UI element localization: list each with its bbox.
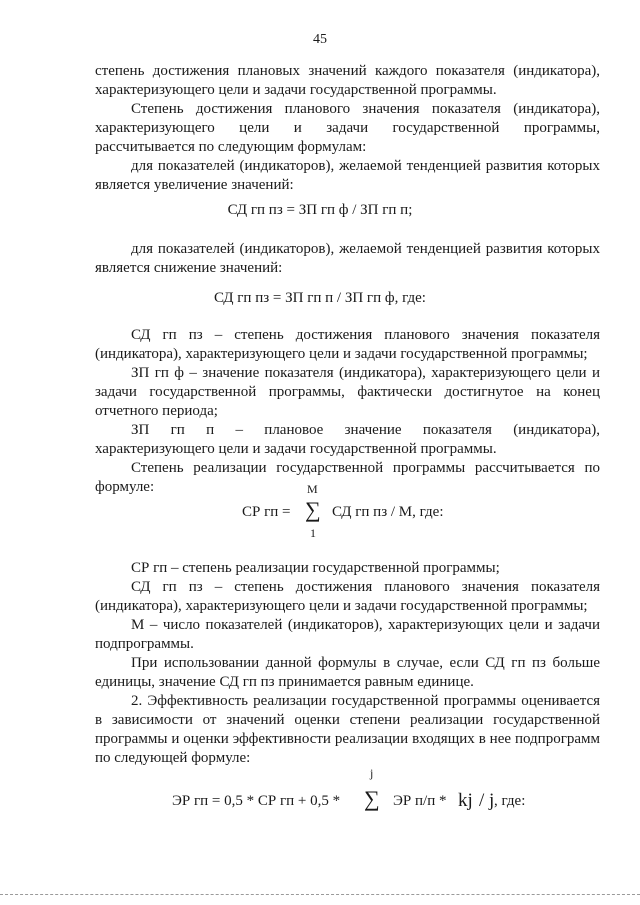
formula-er-j: j xyxy=(489,790,495,811)
definition-zp-p: ЗП гп п – плановое значение показателя (индикатора), характеризующего цели и задачи государственной программы. xyxy=(95,422,600,457)
definition-sd: СД гп пз – степень достижения планового значения показателя (индикатора), характеризующего цели и задачи государственной программы; xyxy=(95,327,600,362)
sigma-symbol-er: ∑ xyxy=(364,786,380,811)
definition-m: М – число показателей (индикаторов), характеризующих цели и задачи подпрограммы. xyxy=(95,617,600,652)
formula-increase: СД гп пз = ЗП гп ф / ЗП гп п; xyxy=(227,202,413,218)
paragraph-3: для показателей (индикаторов), желаемой тенденцией развития которых является увеличение значений: xyxy=(95,158,600,193)
text-block-3 xyxy=(95,326,600,497)
text-block-4 xyxy=(95,559,600,768)
definition-sr: СР гп – степень реализации государственной программы; xyxy=(131,560,500,576)
scan-edge-line xyxy=(0,894,640,895)
formula-er-term: ЭР п/п * xyxy=(393,793,447,809)
page-number: 45 xyxy=(313,32,327,47)
sigma-symbol: ∑ xyxy=(305,497,321,522)
formula-sr-right: СД гп пз / М, где: xyxy=(332,504,444,520)
formula-er-left: ЭР гп = 0,5 * СР гп + 0,5 * xyxy=(172,793,341,809)
definition-sd-2: СД гп пз – степень достижения планового значения показателя (индикатора), характеризующего цели и задачи государственной программы; xyxy=(95,579,600,614)
paragraph-efficiency: 2. Эффективность реализации государственной программы оценивается в зависимости от значений оценки степени реализации государственной программы и оценки эффективности реализации входящих в нее подпрограмм по следующей формуле: xyxy=(95,693,600,766)
paragraph-note: При использовании данной формулы в случае, если СД гп пз больше единицы, значение СД гп пз принимается равным единице. xyxy=(95,655,600,690)
paragraph-2: Степень достижения планового значения показателя (индикатора), характеризующего цели и задачи государственной программы, рассчитывается по следующим формулам: xyxy=(95,101,600,155)
formula-er-k: kj xyxy=(458,790,473,811)
er-upper-limit: j xyxy=(370,766,374,780)
formula-er-tail: , где: xyxy=(494,793,526,809)
text-block-1 xyxy=(95,62,600,195)
text-block-2 xyxy=(95,240,600,278)
paragraph-sr-intro: Степень реализации государственной программы рассчитывается по формуле: xyxy=(95,460,600,495)
paragraph-4: для показателей (индикаторов), желаемой тенденцией развития которых является снижение значений: xyxy=(95,241,600,276)
sum-lower-limit: 1 xyxy=(310,526,316,540)
formula-decrease: СД гп пз = ЗП гп п / ЗП гп ф, где: xyxy=(214,290,426,306)
formula-er-slash: / xyxy=(479,790,485,811)
sum-upper-limit: М xyxy=(307,482,318,496)
paragraph-1: степень достижения плановых значений каждого показателя (индикатора), характеризующего цели и задачи государственной программы. xyxy=(95,63,600,98)
definition-zp-f: ЗП гп ф – значение показателя (индикатора), характеризующего цели и задачи государственной программы, фактически достигнутое на конец отчетного периода; xyxy=(95,365,600,419)
formula-sr-left: СР гп = xyxy=(242,504,291,520)
